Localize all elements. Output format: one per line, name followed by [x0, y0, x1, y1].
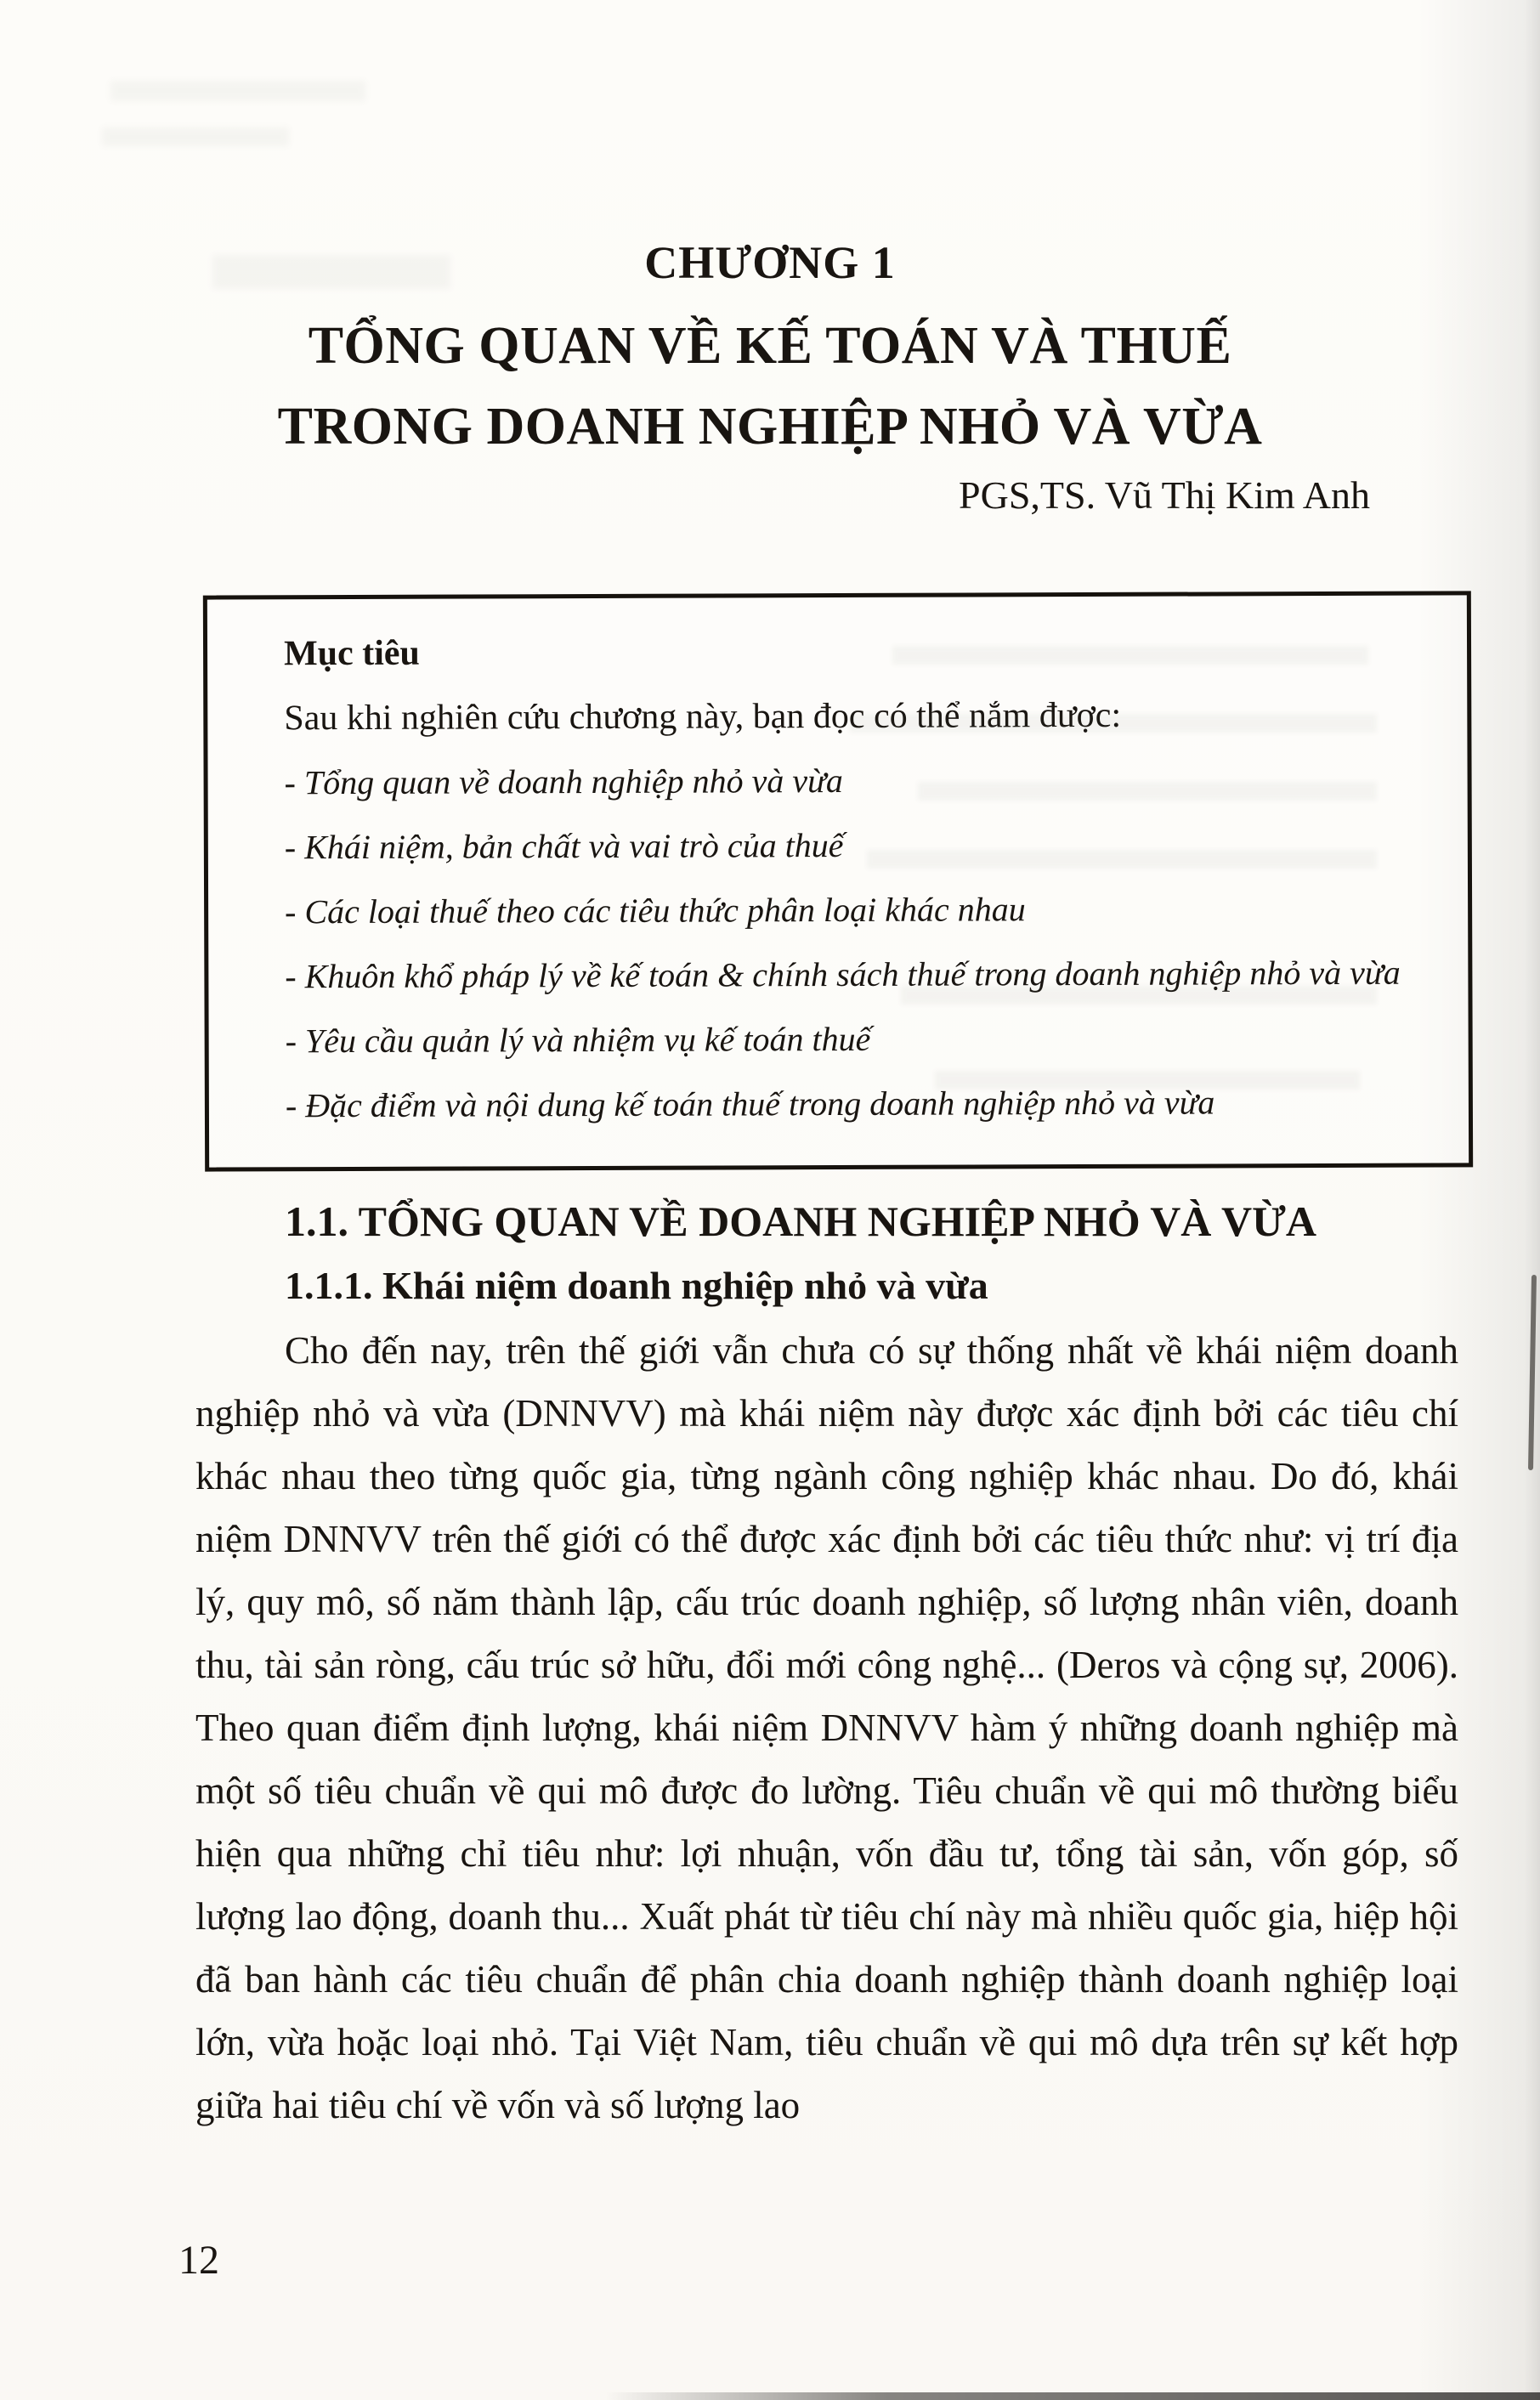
objective-item: - Yêu cầu quản lý và nhiệm vụ kế toán thuế: [285, 1019, 871, 1061]
author-name: PGS,TS. Vũ Thị Kim Anh: [959, 473, 1370, 517]
body-paragraph: Cho đến nay, trên thế giới vẫn chưa có sự thống nhất về khái niệm doanh nghiệp nhỏ và vừa (DNNVV) mà khái niệm này được xác định bởi các tiêu chí khác nhau theo từng quốc gia, từng ngành công nghiệp khác nhau. Do đó, khái niệm DNNVV trên thế giới có thể được xác định bởi các tiêu thức như: vị trí địa lý, quy mô, số năm thành lập, cấu trúc doanh nghiệp, số lượng nhân viên, doanh thu, tài sản ròng, cấu trúc sở hữu, đổi mới công nghệ... (Deros và cộng sự, 2006). Theo quan điểm định lượng, khái niệm DNNVV hàm ý những doanh nghiệp mà một số tiêu chuẩn về qui mô được đo lường. Tiêu chuẩn về qui mô thường biểu hiện qua những chỉ tiêu như: lợi nhuận, vốn đầu tư, tổng tài sản, vốn góp, số lượng lao động, doanh thu... Xuất phát từ tiêu chí này mà nhiều quốc gia, hiệp hội đã ban hành các tiêu chuẩn để phân chia doanh nghiệp thành doanh nghiệp loại lớn, vừa hoặc loại nhỏ. Tại Việt Nam, tiêu chuẩn về qui mô dựa trên sự kết hợp giữa hai tiêu chí về vốn và số lượng lao: [195, 1329, 1458, 2126]
chapter-heading: CHƯƠNG 1: [644, 237, 896, 288]
subsection-heading: 1.1.1. Khái niệm doanh nghiệp nhỏ và vừa: [285, 1264, 988, 1307]
section-heading: 1.1. TỔNG QUAN VỀ DOANH NGHIỆP NHỎ VÀ VỪA: [285, 1197, 1317, 1245]
book-title: [0, 306, 1540, 467]
objective-item: - Đặc điểm và nội dung kế toán thuế trong doanh nghiệp nhỏ và vừa: [285, 1083, 1215, 1125]
objective-item: - Tổng quan về doanh nghiệp nhỏ và vừa: [284, 761, 843, 802]
book-title-line1: TỔNG QUAN VỀ KẾ TOÁN VÀ THUẾ: [308, 317, 1232, 375]
objective-item: - Các loại thuế theo các tiêu thức phân loại khác nhau: [285, 890, 1026, 931]
bleed-through-artifact: [102, 127, 289, 146]
objectives-box: [203, 591, 1473, 1171]
objectives-intro: Sau khi nghiên cứu chương này, bạn đọc có thể nắm được:: [284, 695, 1122, 739]
scan-edge-artifact: [1528, 1275, 1537, 1470]
objective-item: - Khái niệm, bản chất và vai trò của thuế: [284, 825, 844, 867]
bleed-through-artifact: [110, 81, 365, 101]
page-number: 12: [178, 2238, 219, 2283]
objectives-heading: Mục tiêu: [283, 633, 420, 674]
book-title-line2: TRONG DOANH NGHIỆP NHỎ VÀ VỪA: [277, 398, 1263, 456]
objective-item: - Khuôn khổ pháp lý về kế toán & chính sách thuế trong doanh nghiệp nhỏ và vừa: [285, 953, 1401, 996]
scan-edge-artifact: [605, 2392, 1540, 2400]
